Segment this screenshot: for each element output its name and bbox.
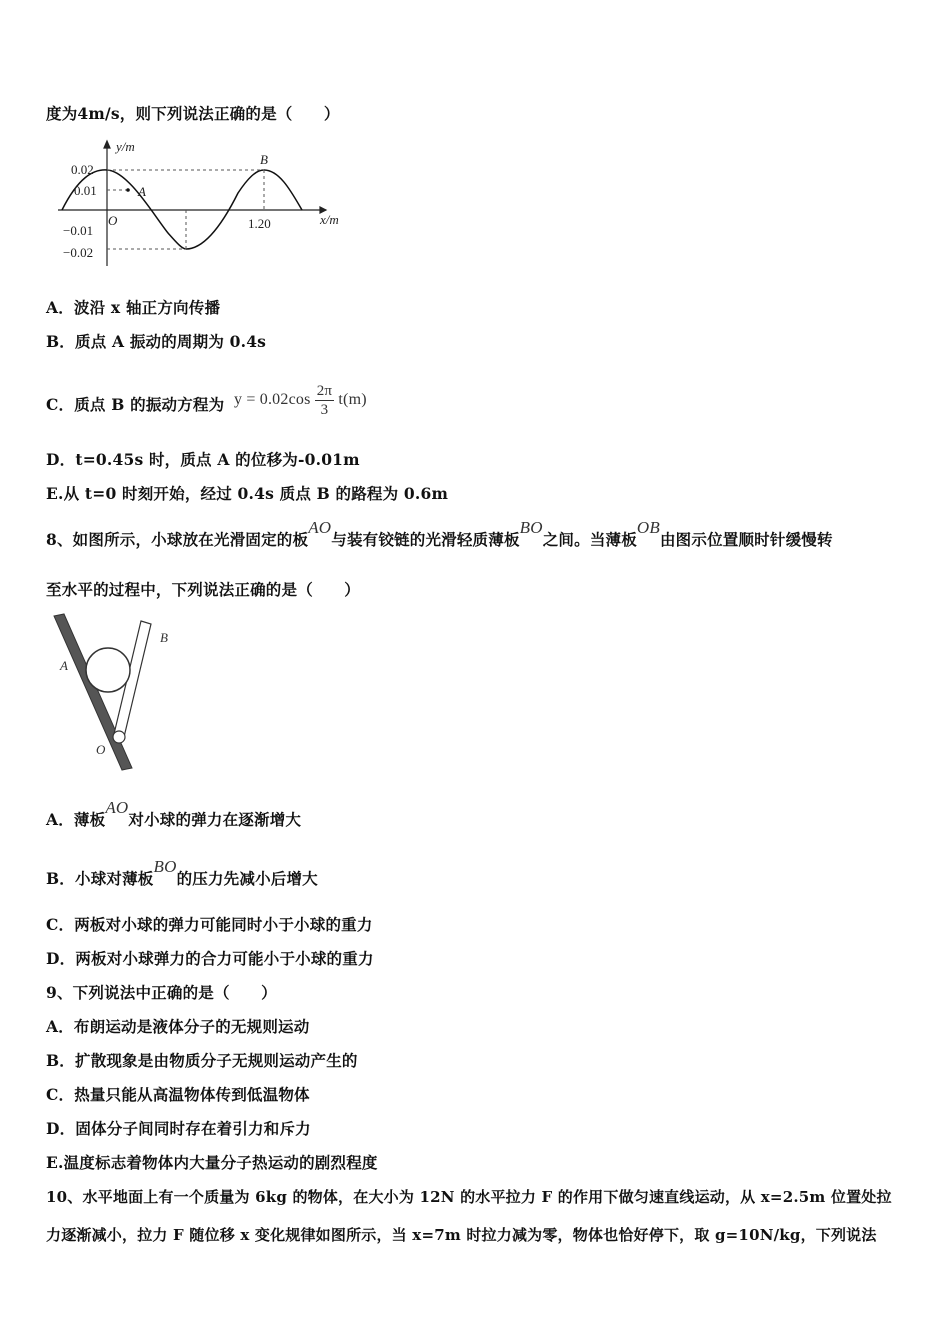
q7-option-e: E.从 t=0 时刻开始，经过 0.4s 质点 B 的路程为 0.6m: [46, 484, 449, 503]
q8-option-d: D．两板对小球弹力的合力可能小于小球的重力: [46, 949, 374, 968]
tick-0-02: 0.02: [71, 162, 94, 177]
q10-stem-line2: 力逐渐减小，拉力 F 随位移 x 变化规律如图所示，当 x=7m 时拉力减为零，物体也恰好停下，取 g=10N/kg，下列说法: [46, 1226, 877, 1244]
math-BO: BO: [519, 518, 543, 537]
label-O: O: [96, 742, 106, 757]
q9-stem: 9、下列说法中正确的是（ ）: [46, 983, 277, 1002]
q7-option-c-text: C．质点 B 的振动方程为: [46, 395, 225, 415]
q10-stem-line1: 10、水平地面上有一个质量为 6kg 的物体，在大小为 12N 的水平拉力 F 的作用下做匀速直线运动，从 x=2.5m 位置处拉: [46, 1188, 892, 1206]
tick-0-01: 0.01: [74, 183, 97, 198]
board-AO: [54, 614, 132, 770]
q8-option-c: C．两板对小球的弹力可能同时小于小球的重力: [46, 915, 373, 934]
q7-option-b: B．质点 A 振动的周期为 0.4s: [46, 332, 267, 351]
q9-option-e: E.温度标志着物体内大量分子热运动的剧烈程度: [46, 1153, 378, 1172]
q8-option-b: B．小球对薄板BO的压力先减小后增大: [46, 857, 318, 888]
q9-option-d: D．固体分子间同时存在着引力和斥力: [46, 1119, 311, 1138]
ball: [86, 648, 130, 692]
tick-neg-0-01: −0.01: [63, 223, 94, 238]
label-B: B: [160, 630, 168, 645]
math-AO: AO: [308, 518, 332, 537]
q7-option-c: [46, 383, 367, 425]
wave-graph: [58, 138, 358, 270]
q9-option-c: C．热量只能从高温物体传到低温物体: [46, 1085, 310, 1104]
point-A-label: A: [138, 184, 146, 199]
tick-neg-0-02: −0.02: [63, 245, 94, 260]
q7-intro: 度为4m/s，则下列说法正确的是（ ）: [46, 104, 340, 123]
label-A: A: [60, 658, 68, 673]
q8-stem-line2: 至水平的过程中，下列说法正确的是（ ）: [46, 580, 361, 599]
q8-option-a: A．薄板AO对小球的弹力在逐渐增大: [46, 798, 302, 829]
q7-option-d: D．t=0.45s 时，质点 A 的位移为-0.01m: [46, 450, 360, 469]
origin-label: O: [108, 213, 118, 228]
point-B-label: B: [260, 152, 268, 167]
incline-board-figure: [50, 612, 190, 774]
y-axis-arrow: [104, 141, 110, 148]
q8-stem-line1: 8、如图所示，小球放在光滑固定的板AO与装有铰链的光滑轻质薄板BO之间。当薄板OB由图示位置顺时针缓慢转: [46, 518, 833, 549]
hinge: [113, 731, 125, 743]
y-axis-label: y/m: [116, 139, 135, 154]
tick-1-20: 1.20: [248, 216, 271, 231]
math-OB: OB: [636, 518, 660, 537]
q7-option-c-formula: y = 0.02cos $\frac{2\pi}{3}$ t(m): [233, 383, 367, 418]
x-axis-label: x/m: [320, 212, 339, 227]
q7-option-a: A．波沿 x 轴正方向传播: [46, 298, 221, 317]
q9-option-a: A．布朗运动是液体分子的无规则运动: [46, 1017, 310, 1036]
q9-option-b: B．扩散现象是由物质分子无规则运动产生的: [46, 1051, 358, 1070]
